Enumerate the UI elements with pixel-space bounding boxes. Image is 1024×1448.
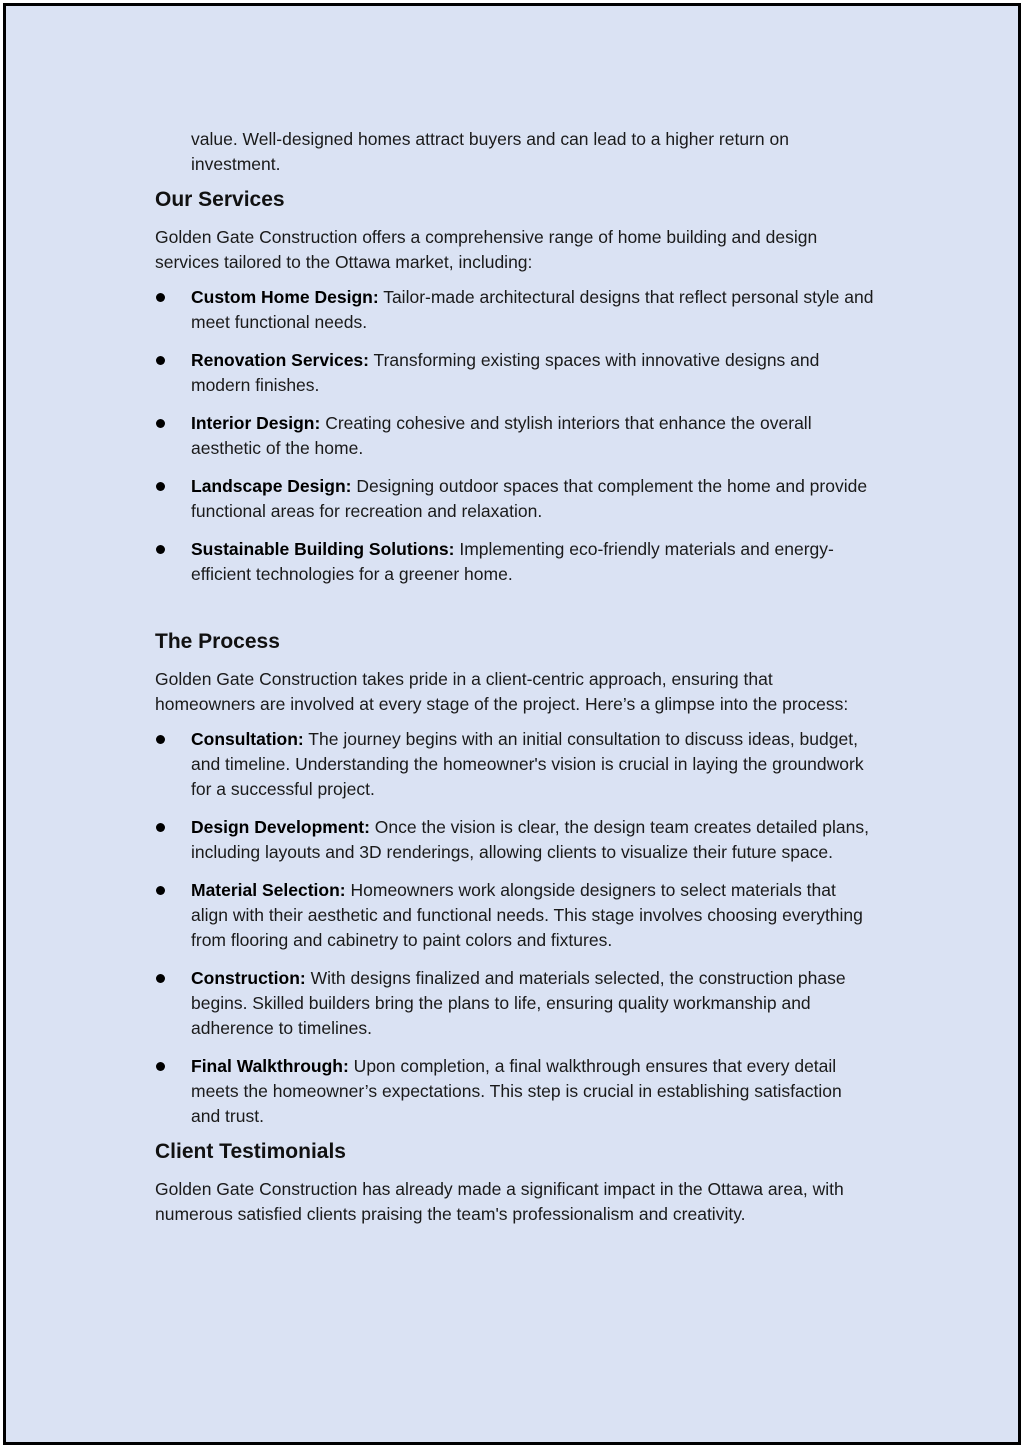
list-item-term: Consultation: [191,729,304,749]
testimonials-intro: Golden Gate Construction has already made a significant impact in the Ottawa area, with numerous satisfied clients praising the team's professionalism and creativity. [155,1179,844,1224]
intro-continuation: value. Well-designed homes attract buyers and can lead to a higher return on investment. [191,129,789,174]
list-item [155,348,875,398]
list-item-text: Once the vision is clear, the design team creates detailed plans, including layouts and 3D renderings, allowing clients to visualize their future space. [191,817,869,862]
list-item-term: Design Development: [191,817,370,837]
bullet-icon [156,823,165,832]
bullet-icon [156,545,165,554]
list-item-text: Creating cohesive and stylish interiors that enhance the overall aesthetic of the home. [191,413,812,458]
list-item-term: Landscape Design: [191,476,352,496]
list-item-text: Implementing eco-friendly materials and energy-efficient technologies for a greener home. [191,539,834,584]
process-list [155,727,875,1129]
list-item [155,1054,875,1129]
list-item-text: Tailor-made architectural designs that reflect personal style and meet functional needs. [191,287,874,332]
process-section [155,629,875,1129]
bullet-icon [156,886,165,895]
list-item [155,411,875,461]
bullet-icon [156,1062,165,1071]
list-item-text: Transforming existing spaces with innovative designs and modern finishes. [191,350,820,395]
list-item-term: Custom Home Design: [191,287,379,307]
bullet-icon [156,482,165,491]
testimonials-heading: Client Testimonials [155,1140,346,1163]
services-intro: Golden Gate Construction offers a comprehensive range of home building and design services tailored to the Ottawa market, including: [155,227,818,272]
list-item [155,815,875,865]
bullet-icon [156,974,165,983]
list-item [155,285,875,335]
bullet-icon [156,293,165,302]
bullet-icon [156,356,165,365]
services-list [155,285,875,587]
document-content [155,127,875,1237]
testimonials-section [155,1139,875,1227]
list-item [155,474,875,524]
process-heading: The Process [155,630,280,653]
document-page [3,3,1021,1445]
bullet-icon [156,735,165,744]
services-section [155,187,875,587]
list-item-term: Interior Design: [191,413,321,433]
list-item [155,878,875,953]
services-heading: Our Services [155,188,285,211]
section-spacer [155,587,875,629]
list-item [155,727,875,802]
bullet-icon [156,419,165,428]
list-item-text: Homeowners work alongside designers to select materials that align with their aesthetic and functional needs. This stage involves choosing everything from flooring and cabinetry to paint colors and fixtures. [191,880,863,950]
list-item-text: Designing outdoor spaces that complement the home and provide functional areas for recreation and relaxation. [191,476,868,521]
list-item [155,966,875,1041]
list-item-term: Sustainable Building Solutions: [191,539,455,559]
process-intro: Golden Gate Construction takes pride in a client-centric approach, ensuring that homeowners are involved at every stage of the project. Here’s a glimpse into the process: [155,669,849,714]
list-item-term: Construction: [191,968,306,988]
list-item-term: Final Walkthrough: [191,1056,349,1076]
list-item-term: Renovation Services: [191,350,369,370]
list-item-text: With designs finalized and materials selected, the construction phase begins. Skilled builders bring the plans to life, ensuring quality workmanship and adherence to timelines. [191,968,846,1038]
list-item-text: Upon completion, a final walkthrough ensures that every detail meets the homeowner’s expectations. This step is crucial in establishing satisfaction and trust. [191,1056,842,1126]
list-item [155,537,875,587]
list-item-term: Material Selection: [191,880,346,900]
list-item-text: The journey begins with an initial consultation to discuss ideas, budget, and timeline. Understanding the homeowner's vision is crucial in laying the groundwork for a successful project. [191,729,864,799]
